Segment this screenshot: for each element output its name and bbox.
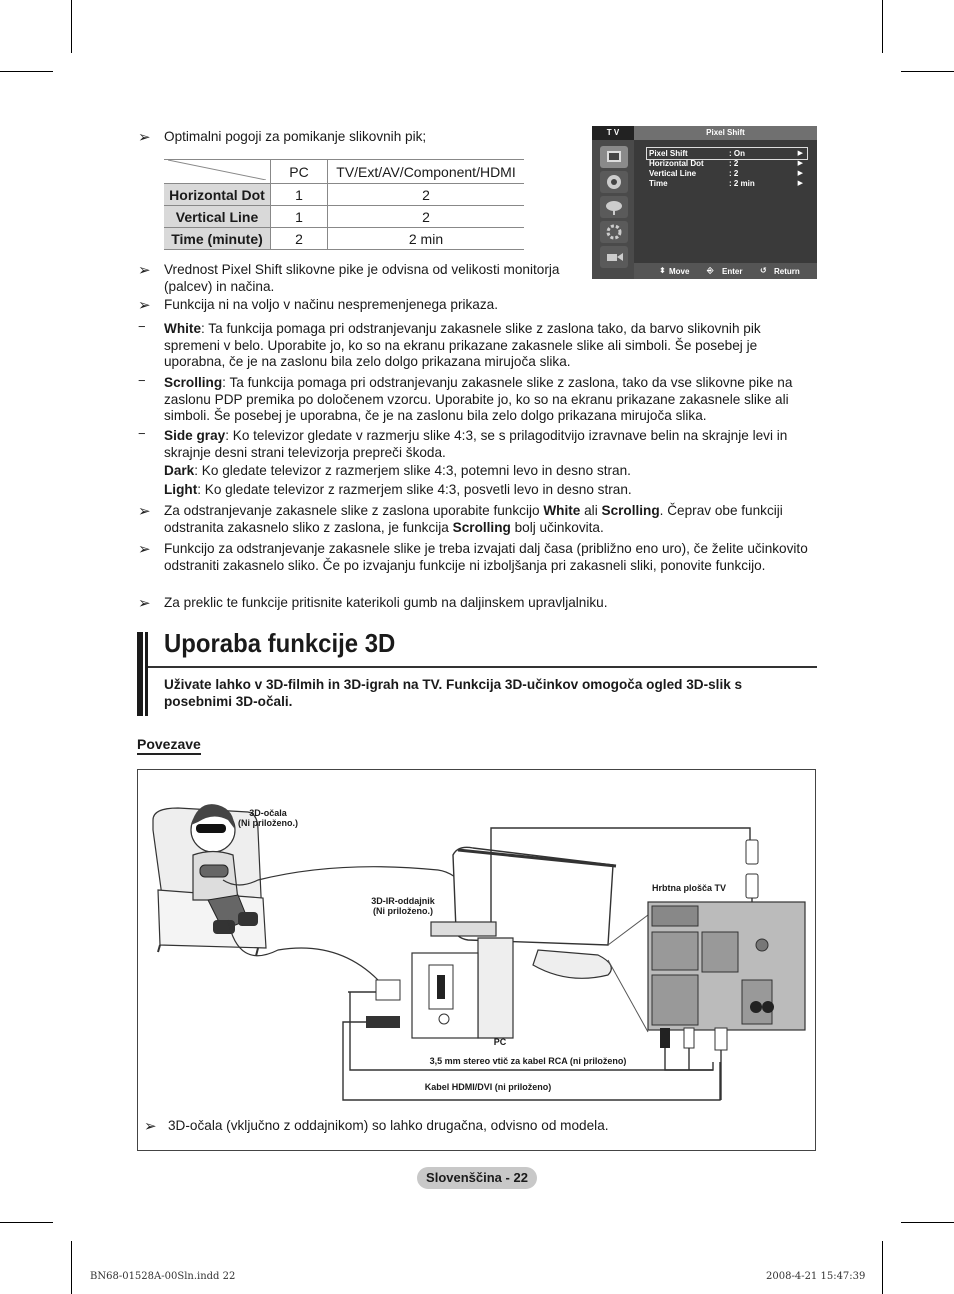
table-row <box>164 206 524 228</box>
note-arrow-icon: ➢ <box>138 129 151 146</box>
note-cancel: Za preklic te funkcije pritisnite katerikoli gumb na daljinskem upravljalniku. <box>164 595 608 610</box>
section-rule <box>148 666 817 668</box>
note-use-white-scrolling: Za odstranjevanje zakasnele slike z zaslona uporabite funkcijo White ali Scrolling. Čeprav obe funkciji odstranita zakasnelo sliko z zaslona, je funkcija Scrolling bolj učinkovita. <box>164 503 783 535</box>
table-header-tv: TV/Ext/AV/Component/HDMI <box>328 160 525 184</box>
enter-icon: ⎆ <box>707 266 714 275</box>
diagonal-line <box>168 160 266 180</box>
label-stereo-cable: 3,5 mm stereo vtič za kabel RCA (ni priloženo) <box>429 1056 627 1066</box>
osd-help-bar <box>634 263 817 279</box>
note-arrow-icon: ➢ <box>138 541 151 558</box>
table-cell: 2 min <box>328 228 525 250</box>
label-3d-ir-emitter: 3D-IR-oddajnik (Ni priloženo.) <box>371 896 435 916</box>
note-arrow-icon: ➢ <box>138 262 151 279</box>
note-duration: Funkcijo za odstranjevanje zakasnele slike je treba izvajati dalj časa (približno eno uro), če želite učinkovito odstraniti zakasnelo sliko. Če po izvajanju funkcije ni izboljšanja pri zakasneli sliki, ponovite funkcijo. <box>164 541 808 573</box>
osd-row-horizontal-dot: Horizontal Dot : 2 ▶ <box>649 159 803 168</box>
section-bar <box>137 632 143 716</box>
label-pc: PC <box>493 1037 507 1047</box>
table-corner <box>164 160 271 184</box>
note-pixel-shift-value: Vrednost Pixel Shift slikovne pike je odvisna od velikosti monitorja (palcev) in načina. <box>164 262 560 294</box>
note-arrow-icon: ➢ <box>138 503 151 520</box>
dash-bullet: − <box>138 319 146 334</box>
setup-icon <box>600 221 628 243</box>
return-icon: ↺ <box>760 266 767 275</box>
connection-diagram <box>137 769 816 1151</box>
dash-bullet: − <box>138 426 146 441</box>
table-cell: 2 <box>328 184 525 206</box>
table-header-pc: PC <box>271 160 328 184</box>
osd-tv-label: T V <box>592 126 634 140</box>
crop-mark <box>0 71 53 72</box>
diagram-note: 3D-očala (vključno z oddajnikom) so lahko drugačna, odvisno od modela. <box>168 1118 609 1133</box>
osd-row-pixel-shift: Pixel Shift : On ▶ <box>649 149 803 158</box>
osd-menu-screenshot <box>592 126 817 279</box>
dash-bullet: − <box>138 373 146 388</box>
note-arrow-icon: ➢ <box>138 595 151 612</box>
table-row <box>164 184 524 206</box>
note-arrow-icon: ➢ <box>138 297 151 314</box>
pixel-shift-table <box>164 159 524 250</box>
table-cell: 1 <box>271 206 328 228</box>
crop-mark <box>901 71 954 72</box>
crop-mark <box>901 1222 954 1223</box>
label-hdmi-dvi-cable: Kabel HDMI/DVI (ni priloženo) <box>424 1082 552 1092</box>
footer-date: 2008-4-21 15:47:39 <box>766 1271 866 1282</box>
osd-enter-label: Enter <box>722 267 743 276</box>
input-icon <box>600 246 628 268</box>
table-row-label: Time (minute) <box>164 228 271 250</box>
picture-icon <box>600 146 628 168</box>
item-dark: Dark: Ko gledate televizor z razmerjem slike 4:3, potemni levo in desno stran. <box>164 463 631 478</box>
table-row-label: Horizontal Dot <box>164 184 271 206</box>
note-arrow-icon: ➢ <box>144 1118 157 1135</box>
item-white: White: Ta funkcija pomaga pri odstranjevanju zakasnele slike z zaslona tako, da barvo slikovnih pik spremeni v belo. Uporabite jo, ko so na ekranu prikazane zakasnele slike ali simboli. Še posebej je uporabna, če je na zaslonu bila zelo dolgo prikazana mirujoča slika. <box>164 321 761 369</box>
sound-icon <box>600 171 628 193</box>
crop-mark <box>882 1241 883 1294</box>
channel-icon <box>600 196 628 218</box>
osd-row-vertical-line: Vertical Line : 2 ▶ <box>649 169 803 178</box>
osd-row-time: Time : 2 min ▶ <box>649 179 803 188</box>
table-row <box>164 228 524 250</box>
note-not-available: Funkcija ni na voljo v načinu nespremenjenega prikaza. <box>164 297 498 312</box>
crop-mark <box>0 1222 53 1223</box>
crop-mark <box>71 0 72 53</box>
subheading-connections: Povezave <box>137 736 201 755</box>
label-tv-rear-panel: Hrbtna plošča TV <box>651 883 726 893</box>
section-bar <box>145 632 148 716</box>
osd-title: Pixel Shift <box>634 126 817 140</box>
table-row-label: Vertical Line <box>164 206 271 228</box>
osd-move-label: Move <box>669 267 690 276</box>
move-icon: ⬍ <box>659 266 666 275</box>
note-optimal: Optimalni pogoji za pomikanje slikovnih pik; <box>164 129 427 144</box>
item-scrolling: Scrolling: Ta funkcija pomaga pri odstranjevanju zakasnele slike z zaslona, tako da vse slikovne pike na zaslonu PDP premika po določenem vzorcu. Uporabite jo, ko so na ekranu prikazane zakasnele slike ali simboli. Še posebej je uporabna, če je na zaslonu bila zelo dolgo prikazana mirujoča slika. <box>164 375 793 423</box>
section-intro: Uživate lahko v 3D-filmih in 3D-igrah na TV. Funkcija 3D-učinkov omogoča ogled 3D-slik s posebnimi 3D-očali. <box>164 677 743 709</box>
table-cell: 2 <box>328 206 525 228</box>
crop-mark <box>882 0 883 53</box>
osd-return-label: Return <box>774 267 800 276</box>
item-side-gray: Side gray: Ko televizor gledate v razmerju slike 4:3, se s prilagoditvijo izravnave belin na skrajnje levi in skrajnje desni strani televizorja prepreči škoda. <box>164 428 788 460</box>
crop-mark <box>71 1241 72 1294</box>
footer-file: BN68-01528A-00Sln.indd 22 <box>90 1271 236 1282</box>
page-number-badge: Slovenščina - 22 <box>417 1167 537 1189</box>
item-light: Light: Ko gledate televizor z razmerjem slike 4:3, posvetli levo in desno stran. <box>164 482 632 497</box>
table-cell: 2 <box>271 228 328 250</box>
table-cell: 1 <box>271 184 328 206</box>
label-3d-glasses: 3D-očala (Ni priloženo.) <box>238 808 298 828</box>
section-title: Uporaba funkcije 3D <box>164 628 396 658</box>
